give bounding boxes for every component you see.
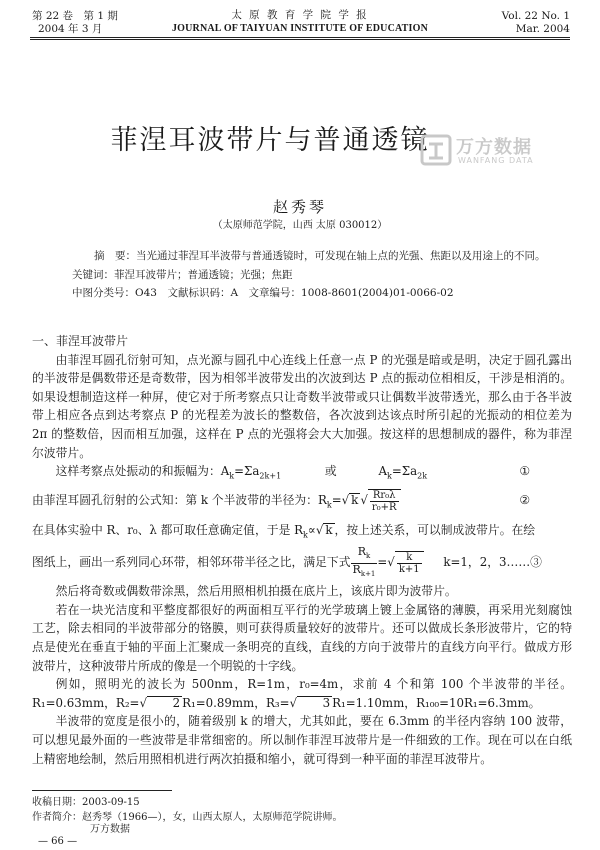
eq2-number: ② [519,493,530,508]
eq1-amp-b: A [378,464,387,479]
eq1-sum-even-sub: 2k [417,471,428,481]
journal-title-en: JOURNAL OF TAIYUAN INSTITUTE OF EDUCATION [171,23,429,34]
eq1-sum-even: =Σa [391,464,418,479]
author-name: 赵秀琴 [272,198,327,216]
abstract-label: 摘 要： [94,250,136,262]
paragraph-1: 由菲涅耳圆孔衍射可知，点光源与圆孔中心连线上任意一点 P 的光强是暗或是明，决定于圆孔露出的半波带是偶数带还是奇数带，因为相邻半波带发出的次波到达 P 点的振动位相相反，干涉是相消的。如果设想制造这样一种屏，使它对于所考察点只让奇数半波带或只让偶数半波带透光，那么由于各半波带上相应各点到达考察点 P 的光程差为波长的整数倍，各次波到达该点时所引起的光振动的相位差为 2π 的整数倍，因而相互加强，这样在 P 点的光强将会大大加强。按这样的思想制成的器件，称为菲涅尔波带片。 [32,352,572,460]
author-bio: 作者简介：赵秀琴（1966—），女，山西太原人，太原师范学院讲师。 [32,812,343,823]
eq1-sum-odd-sub: 2k+1 [259,471,282,481]
keywords [72,267,564,283]
p3-sub: k [303,530,308,540]
paragraph-3: 在具体实验中 R、r₀、λ 都可取任意确定值，于是 $R_k\propto√$ k ，按上述关系，可以制成波带片。在绘 [32,523,536,540]
paragraph-8: 半波带的宽度是很小的，随着级别 k 的增大，尤其如此，要在 6.3mm 的半径内容纳 100 波带，可以想见最外面的一些波带是非常细密的。所以制作菲涅耳波带片是一件细致的工作。现在可以在白纸上精密地绘制，然后用照相机进行两次拍摄和缩小，就可得到一种平面的菲涅耳波带片。 [32,714,572,766]
eq3-numerator [351,546,378,563]
eq2-radius-sub: k [326,500,332,510]
eq3-sqrt-den: k+1 [398,563,420,575]
eq3-den-r: R [352,562,361,576]
eq2-fraction [370,490,399,513]
p3-text-b: ，按上述关系，可以制成波带片。在绘 [334,523,536,538]
equation-1 [32,462,572,482]
equation-3: 图纸上，画出一系列同心环带，相邻环带半径之比，满足下式 $\frac{R_k}{R_{k+1}}$ =√ $\frac{k}{k+1}$ k=1，2，3……③ [32,545,542,578]
keywords-label: 关键词： [72,269,114,281]
volume-issue: 第 22 卷 第 1 期 [32,10,118,22]
watermark-text-cn: 万方数据 [456,137,532,158]
header-rule [30,37,570,38]
eq1-number: ① [519,464,530,479]
footnote-rule [32,790,172,791]
p7-sqrt-2: 2 [147,696,182,710]
eq3-sqrt [395,551,424,575]
eq2-sqrt-frac [368,489,401,513]
p7-text-b: 0.63mm，R₂= [55,695,140,710]
eq2-lead: 由菲涅耳圆孔衍射的公式知：第 k 个半波带的半径为： [32,493,318,508]
eq1-amp-sub: k [229,471,235,481]
eq3-den-sub: k+1 [360,569,376,578]
eq2-equals: = [331,493,342,508]
p3-sqrt-k: k [325,523,333,538]
affiliation: （太原师范学院，山西 太原 030012） [212,220,388,231]
p7-text-a: 例如，照明光的波长为 500nm，R=1m，r₀=4m，求前 4 个和第 100 个半波带的半径。R₁= [32,677,572,710]
eq2-sqrt-k: k [351,493,359,508]
volume-issue-en: Vol. 22 No. 1 [501,10,570,22]
received-date: 收稿日期：2003-09-15 [32,797,140,808]
paragraph-6: 若在一块光洁度和平整度都很好的两面相互平行的光学玻璃上镀上金属铬的薄膜，再采用光刻腐蚀工艺，除去相同的半波带部分的铬膜，则可获得质量较好的波带片。还可以做成长条形波带片，它的特点是使光在垂直于轴的平面上汇聚成一条明亮的直线，直线的方向于波带片的直线方向平行。做成方形波带片，这种波带片所成的像是一个明锐的十字线。 [32,602,572,673]
abstract-body [72,248,564,264]
eq3-sqrt-num: k [397,552,422,564]
page-number: — 66 — [38,836,78,847]
journal-title-cn: 太 原 教 育 学 院 学 报 [231,9,369,21]
abstract [72,248,564,301]
eq1-amp-b-sub: k [387,471,392,481]
eq1-sum-odd: =Σa [234,464,260,479]
equation-2: 由菲涅耳圆孔衍射的公式知：第 k 个半波带的半径为：$R_k=√$ k √ $\frac{\text{Rr₀λ}}{\text{r₀+R}}$ ② [32,482,572,518]
section-heading: 一、菲涅耳波带片 [32,334,129,348]
eq3-equals: = [377,555,388,570]
eq2-denominator: r₀+R [371,501,397,513]
paragraph-5: 然后将奇数或偶数带涂黑，然后用照相机拍摄在底片上，该底片即为波带片。 [55,584,457,599]
issue-date: 2004 年 3 月 [38,23,103,35]
watermark-logo [418,132,544,168]
eq3-num-sub: k [365,552,371,561]
classification-line: 中图分类号：O43 文献标识码：A 文章编号：1008-8601(2004)01-0066-02 [72,287,454,299]
eq2-numerator: Rr₀λ [370,490,399,502]
article-body [32,332,572,768]
keywords-text: 菲涅耳波带片；普通透镜；光强；焦距 [114,269,293,281]
p3-proportional: ∝ [307,523,316,538]
eq3-num-r: R [357,545,366,559]
p7-text-c: R₁=0.89mm，R₃= [182,695,290,710]
header-rule-2 [30,39,570,40]
eq3-range: k=1，2，3…… [443,555,531,570]
article-title: 菲涅耳波带片与普通透镜 [110,125,430,156]
eq3-denominator [351,564,378,580]
paragraph-7: 例如，照明光的波长为 500nm，R=1m，r₀=4m，求前 4 个和第 100 个半波带的半径。R₁=0.63mm，R₂=√ 2 R₁=0.89mm，R₃=√ 3 R₁=1.10mm，R₁₀₀=10R₁=6.3mm。 [32,677,572,710]
p4-text: 图纸上，画出一系列同心环带，相邻环带半径之比，满足下式 [32,555,351,570]
issue-date-en: Mar. 2004 [515,23,570,35]
eq2-radius: R [317,493,327,508]
eq3-sqrt-frac [397,552,422,575]
watermark-text-en: WANFANG DATA [458,156,534,165]
eq1-lead: 这样考察点处振动的和振幅为： [55,464,221,479]
p7-sqrt-3: 3 [297,696,332,710]
p7-text-d: R₁=1.10mm，R₁₀₀=10R₁=6.3mm。 [332,695,541,710]
eq1-or: 或 [324,464,337,479]
eq3-ratio [351,546,378,579]
source-mark: 万方数据 [90,824,130,835]
eq3-number: ③ [530,555,542,570]
abstract-text: 当光通过菲涅耳半波带与普通透镜时，可发现在轴上点的光强、焦距以及用途上的不同。 [136,250,546,262]
p3-text-a: 在具体实验中 R、r₀、λ 都可取任意确定值，于是 R [32,523,304,538]
eq1-amp: A [220,464,230,479]
